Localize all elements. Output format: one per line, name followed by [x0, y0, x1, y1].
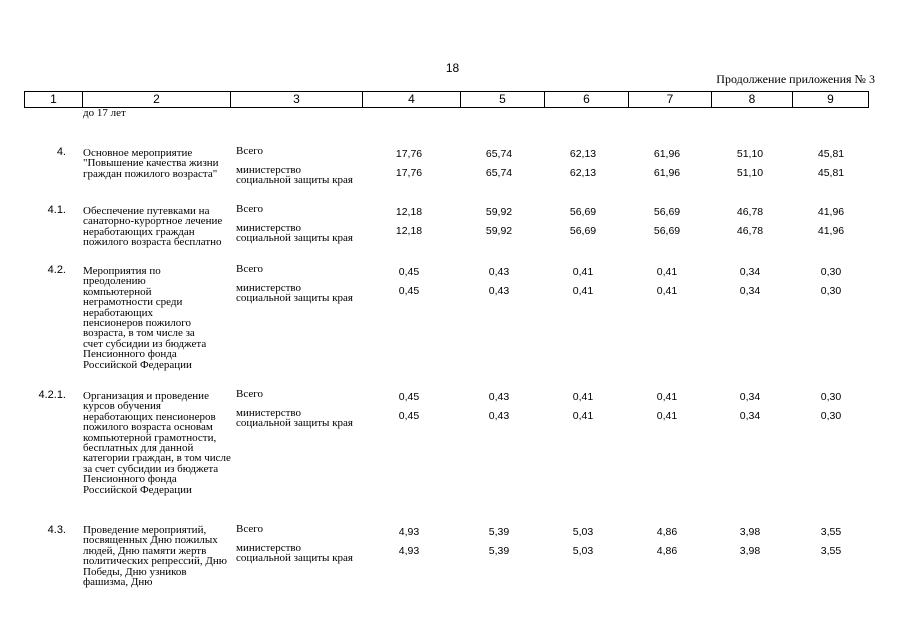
source-total: Всего [236, 523, 263, 535]
source-ministry: министерство социальной защиты края [236, 282, 353, 305]
column-header: 8 [711, 92, 792, 107]
value-total: 0,45 [398, 391, 420, 403]
row-number: 4. [56, 146, 66, 158]
column-header: 3 [230, 92, 362, 107]
column-header: 7 [628, 92, 711, 107]
source-total: Всего [236, 203, 263, 215]
row-name: Организация и проведение курсов обучения неработающих пенсионеров пожилого возраста основам компьютерной грамотности, бесплатных для данной категории граждан, в том числе за счет субсидии из бюджета Пенсионного фонда Российской Федерации [83, 390, 231, 496]
value-total: 12,18 [395, 206, 423, 218]
value-total: 61,96 [653, 148, 681, 160]
value-total: 3,55 [820, 526, 842, 538]
value-total: 0,30 [820, 391, 842, 403]
value-total: 0,41 [572, 266, 594, 278]
column-header: 1 [24, 92, 82, 107]
value-ministry: 0,45 [398, 285, 420, 297]
value-total: 17,76 [395, 148, 423, 160]
value-ministry: 56,69 [569, 225, 597, 237]
value-ministry: 0,41 [572, 285, 594, 297]
value-total: 0,43 [488, 391, 510, 403]
value-total: 0,45 [398, 266, 420, 278]
column-header: 5 [460, 92, 544, 107]
value-ministry: 0,34 [739, 410, 761, 422]
appendix-note: Продолжение приложения № 3 [716, 72, 875, 86]
value-ministry: 4,93 [398, 545, 420, 557]
value-ministry: 65,74 [485, 167, 513, 179]
value-total: 0,41 [572, 391, 594, 403]
value-total: 56,69 [569, 206, 597, 218]
table-header [24, 91, 869, 108]
value-total: 51,10 [736, 148, 764, 160]
value-total: 62,13 [569, 148, 597, 160]
row-number: 4.2. [47, 264, 66, 276]
value-ministry: 3,55 [820, 545, 842, 557]
value-total: 0,30 [820, 266, 842, 278]
value-total: 0,34 [739, 391, 761, 403]
value-ministry: 41,96 [817, 225, 845, 237]
value-ministry: 0,43 [488, 285, 510, 297]
value-total: 4,93 [398, 526, 420, 538]
value-ministry: 12,18 [395, 225, 423, 237]
value-ministry: 0,34 [739, 285, 761, 297]
value-total: 46,78 [736, 206, 764, 218]
row-name: Основное мероприятие "Повышение качества жизни граждан пожилого возраста" [83, 147, 219, 180]
column-header: 9 [792, 92, 869, 107]
value-ministry: 62,13 [569, 167, 597, 179]
value-ministry: 59,92 [485, 225, 513, 237]
row-name: Мероприятия по преодолению компьютерной неграмотности среди неработающих пенсионеров пожилого возраста, в том числе за счет субсидии из бюджета Пенсионного фонда Российской Федерации [83, 265, 207, 371]
value-ministry: 51,10 [736, 167, 764, 179]
value-ministry: 5,03 [572, 545, 594, 557]
value-total: 45,81 [817, 148, 845, 160]
value-ministry: 0,30 [820, 410, 842, 422]
row-number: 4.3. [47, 524, 66, 536]
column-header: 2 [82, 92, 230, 107]
value-ministry: 0,41 [656, 410, 678, 422]
value-ministry: 5,39 [488, 545, 510, 557]
value-ministry: 0,41 [656, 285, 678, 297]
row-number: 4.2.1. [38, 389, 66, 401]
row-name: Проведение мероприятий, посвященных Дню пожилых людей, Дню памяти жертв политических репрессий, Дню Победы, Дню узников фашизма, Дню [83, 524, 227, 589]
value-ministry: 0,41 [572, 410, 594, 422]
column-header: 4 [362, 92, 460, 107]
source-ministry: министерство социальной защиты края [236, 407, 353, 430]
value-ministry: 17,76 [395, 167, 423, 179]
value-ministry: 0,45 [398, 410, 420, 422]
value-total: 3,98 [739, 526, 761, 538]
value-total: 0,41 [656, 391, 678, 403]
source-total: Всего [236, 263, 263, 275]
page-number: 18 [445, 61, 460, 75]
value-ministry: 3,98 [739, 545, 761, 557]
value-ministry: 0,30 [820, 285, 842, 297]
source-ministry: министерство социальной защиты края [236, 542, 353, 565]
value-total: 5,03 [572, 526, 594, 538]
value-total: 4,86 [656, 526, 678, 538]
source-ministry: министерство социальной защиты края [236, 164, 353, 187]
source-total: Всего [236, 145, 263, 157]
value-ministry: 45,81 [817, 167, 845, 179]
value-total: 59,92 [485, 206, 513, 218]
previous-row-tail: до 17 лет [83, 107, 126, 119]
column-header: 6 [544, 92, 628, 107]
source-total: Всего [236, 388, 263, 400]
row-name: Обеспечение путевками на санаторно-курортное лечение неработающих граждан пожилого возраста бесплатно [83, 205, 223, 249]
value-total: 0,43 [488, 266, 510, 278]
value-total: 41,96 [817, 206, 845, 218]
source-ministry: министерство социальной защиты края [236, 222, 353, 245]
row-number: 4.1. [47, 204, 66, 216]
value-ministry: 0,43 [488, 410, 510, 422]
value-total: 65,74 [485, 148, 513, 160]
value-ministry: 56,69 [653, 225, 681, 237]
value-ministry: 4,86 [656, 545, 678, 557]
value-ministry: 61,96 [653, 167, 681, 179]
value-total: 5,39 [488, 526, 510, 538]
value-total: 56,69 [653, 206, 681, 218]
value-total: 0,41 [656, 266, 678, 278]
value-total: 0,34 [739, 266, 761, 278]
value-ministry: 46,78 [736, 225, 764, 237]
